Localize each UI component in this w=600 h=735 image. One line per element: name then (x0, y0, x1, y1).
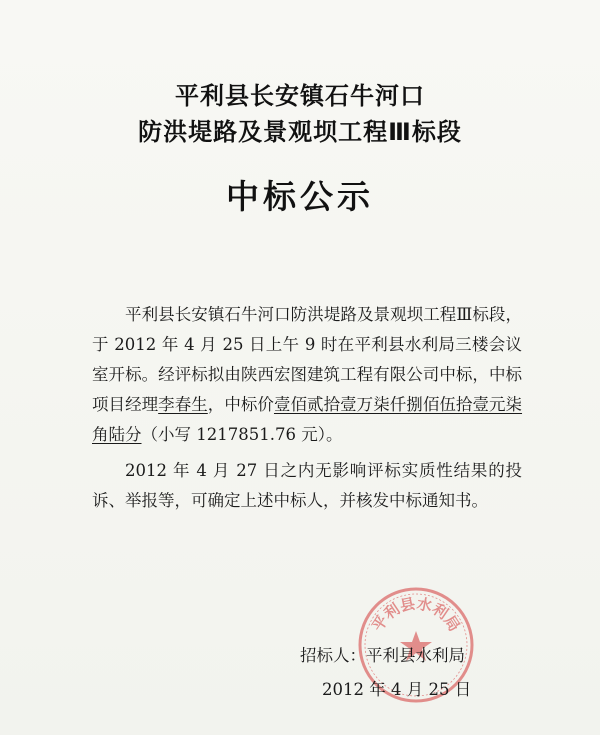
project-manager-name: 李春生 (158, 395, 208, 414)
award-text-b: ，中标价 (207, 395, 274, 414)
signer-line (300, 642, 465, 666)
announcement-body (92, 300, 522, 516)
paragraph-objection: 2012 年 4 月 27 日之内无影响评标实质性结果的投诉、举报等，可确定上述中标人，并核发中标通知书。 (92, 461, 522, 510)
award-price-words: 壹佰贰拾壹万柒仟捌佰伍拾壹元柒角陆分 (92, 395, 523, 444)
sign-date: 2012 年 4 月 25 日 (322, 680, 472, 699)
document-heading: 中标公示 (226, 177, 374, 216)
award-text-a: 平利县长安镇石牛河口防洪堤路及景观坝工程Ⅲ标段，于 2012 年 4 月 25 日上午 9 时在平利县水利局三楼会议室开标。经评标拟由陕西宏图建筑工程有限公司中标，中标项目经理 (92, 305, 522, 414)
title-line-2: 防洪堤路及景观坝工程Ⅲ标段 (138, 118, 462, 146)
title-line-1: 平利县长安镇石牛河口 (175, 82, 425, 110)
signer-label: 招标人： (300, 646, 366, 665)
seal-arc-textpath: 平利县水利局 (368, 594, 464, 635)
paragraph-award (92, 300, 522, 450)
award-text-c: （小写 1217851.76 元）。 (141, 425, 343, 444)
signer-name: 平利县水利局 (366, 646, 465, 665)
